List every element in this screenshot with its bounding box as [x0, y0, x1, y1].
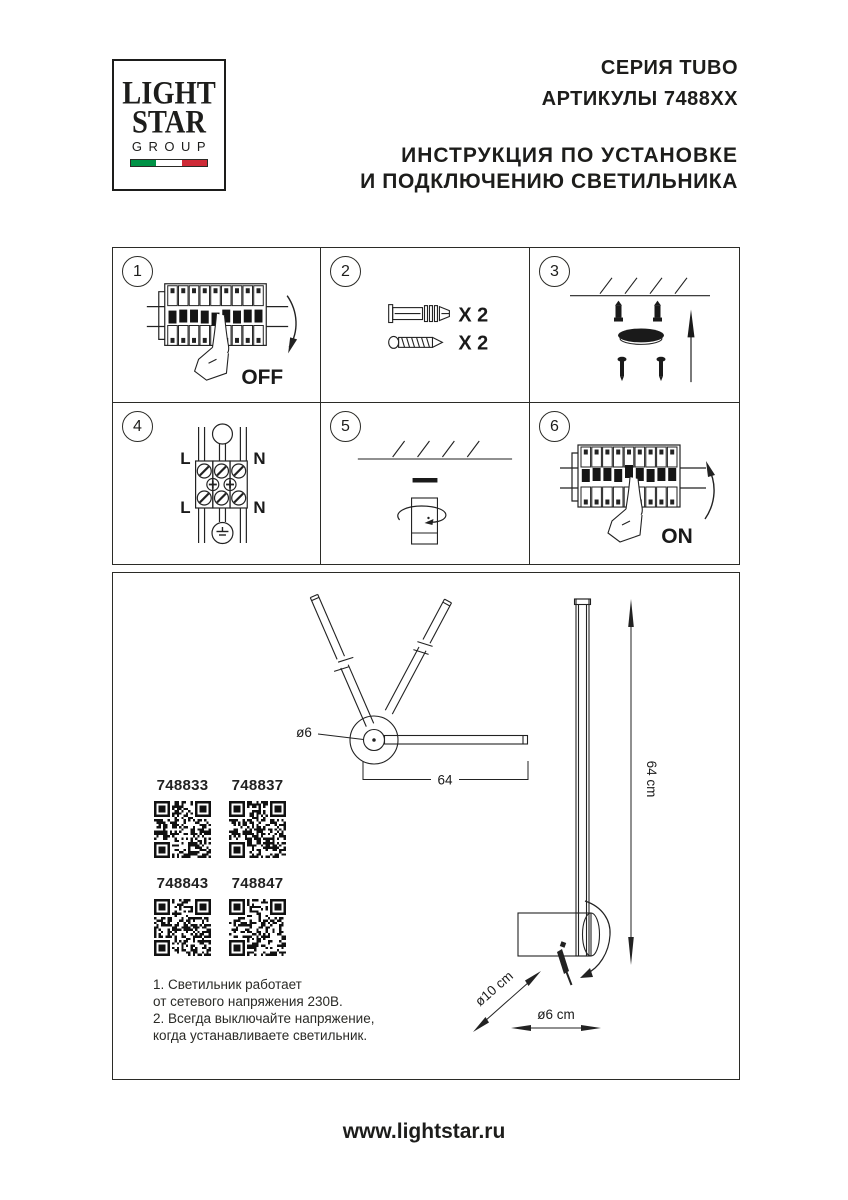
off-label: OFF — [241, 366, 284, 390]
article-748837-label: 748837 — [231, 777, 284, 794]
tube-diameter-label: ø6 cm — [537, 1007, 575, 1022]
italian-flag-icon — [130, 159, 208, 167]
lightstar-logo — [112, 59, 226, 191]
step-5-number: 5 — [330, 411, 361, 442]
series-title: СЕРИЯ TUBO — [600, 57, 738, 79]
step-2-cell — [321, 248, 530, 403]
step-4-cell — [113, 403, 321, 564]
arrow-up-icon — [705, 461, 715, 519]
qr-code-748833 — [154, 801, 211, 858]
logo-word-star: STAR — [132, 102, 206, 141]
doc-title-line1: ИНСТРУКЦИЯ ПО УСТАНОВКЕ — [401, 144, 738, 167]
step-3-cell — [530, 248, 739, 403]
step-4-number: 4 — [122, 411, 153, 442]
step-1-cell — [113, 248, 321, 403]
logo-word-light: LIGHT — [122, 73, 216, 112]
top-view-hub — [310, 594, 527, 764]
website-url: www.lightstar.ru — [342, 1120, 506, 1143]
hub-diameter-label: ø6 — [296, 725, 312, 740]
mount-plate-side — [413, 478, 438, 483]
lamp-symbol — [213, 424, 233, 444]
length-value-label: 64 — [437, 772, 453, 788]
mount-diameter-dimension — [472, 968, 541, 1032]
neutral-label-bottom: N — [253, 497, 266, 518]
step-6-cell — [530, 403, 739, 564]
steps-grid — [112, 247, 740, 565]
line-label-bottom: L — [180, 497, 191, 518]
note-line: когда устанавливаете светильник. — [153, 1028, 368, 1043]
article-748843-label: 748843 — [156, 875, 209, 892]
line-label-top: L — [180, 448, 191, 469]
mount-plate — [618, 328, 664, 344]
mount-diameter-label: ø10 cm — [472, 968, 516, 1010]
dowel-qty-label: X 2 — [458, 304, 489, 327]
lamp-base-cylinder — [412, 498, 438, 544]
screwdriver-icon — [557, 941, 572, 985]
tube-diameter-dimension — [511, 1007, 601, 1031]
earth-symbol — [212, 523, 233, 544]
neutral-label-top: N — [253, 448, 266, 469]
screw-qty-label: X 2 — [458, 332, 489, 355]
arrow-down-icon — [287, 296, 297, 354]
arrow-up-icon — [688, 310, 695, 383]
step-6-number: 6 — [539, 411, 570, 442]
step-1-number: 1 — [122, 256, 153, 287]
screws-down — [618, 357, 666, 381]
height-value-label: 64 cm — [644, 760, 659, 798]
doc-title-line2: И ПОДКЛЮЧЕНИЮ СВЕТИЛЬНИКА — [360, 170, 738, 193]
step-5-cell — [321, 403, 530, 564]
product-panel — [112, 572, 740, 1080]
on-label: ON — [661, 525, 693, 548]
step-3-number: 3 — [539, 256, 570, 287]
logo-word-group: GROUP — [131, 139, 213, 154]
article-748847-label: 748847 — [231, 875, 284, 892]
qr-code-748843 — [154, 899, 211, 956]
note-line: 2. Всегда выключайте напряжение, — [153, 1011, 375, 1026]
safety-notes — [153, 976, 453, 1044]
screw-icon — [389, 336, 443, 348]
note-line: 1. Светильник работает — [153, 977, 302, 992]
height-dimension — [628, 599, 659, 965]
article-748833-label: 748833 — [156, 777, 209, 794]
dowels-up — [614, 301, 662, 322]
step-2-number: 2 — [330, 256, 361, 287]
note-line: от сетевого напряжения 230В. — [153, 994, 343, 1009]
qr-code-748837 — [229, 801, 286, 858]
articles-title: АРТИКУЛЫ 7488XX — [541, 88, 738, 110]
dowel-icon — [389, 305, 450, 323]
rotate-arrow-icon — [398, 506, 446, 525]
qr-code-748847 — [229, 899, 286, 956]
